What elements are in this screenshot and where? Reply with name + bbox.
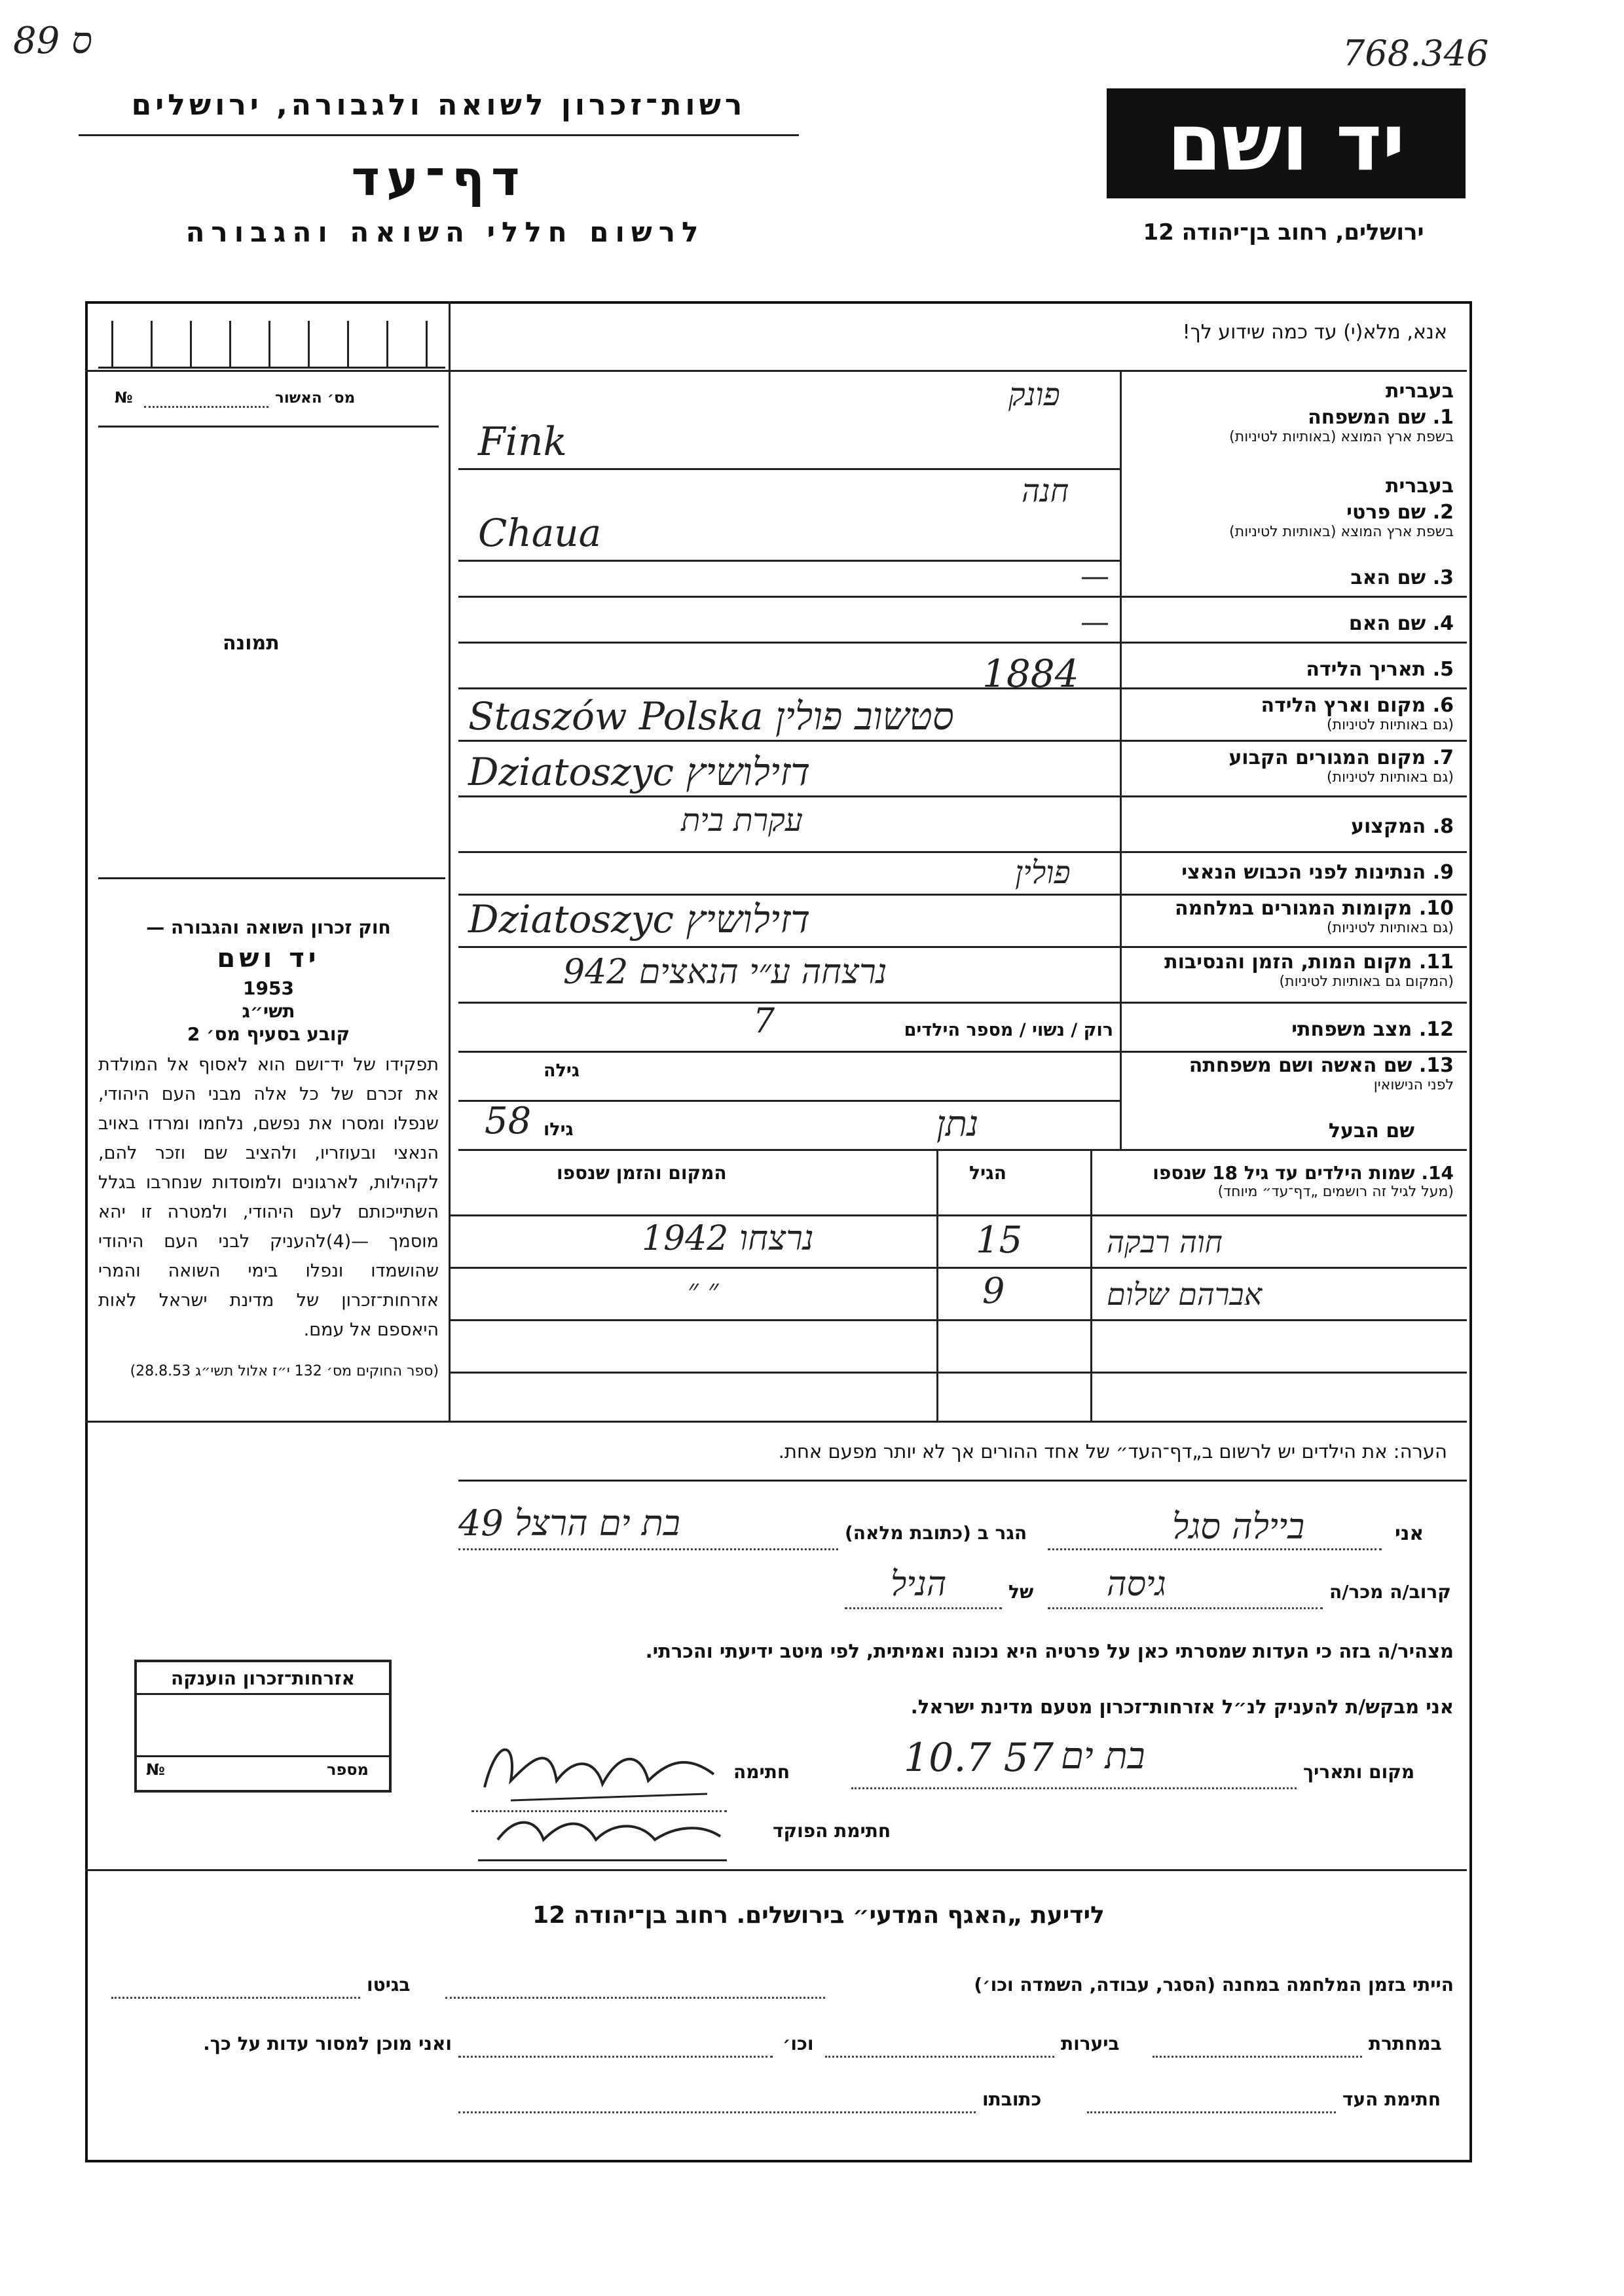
signature-label: חתימה [733,1761,790,1783]
footer-forests-label: ביערות [1061,2033,1120,2054]
footer-ghetto-label: בגיטו [367,1974,411,1995]
field-6-label: 6. מקום וארץ הלידה (גם באותיות לטיניות) [1261,694,1454,733]
field-1-label: 1. שם המשפחה בשפת ארץ המוצא (באותיות לטיניות) [1229,406,1454,445]
husband-age-label: גילו [544,1120,574,1140]
form-title: דף־עד [351,151,526,207]
photo-label: תמונה [223,632,280,655]
field-2-label: 2. שם פרטי בשפת ארץ המוצא (באותיות לטיניות) [1229,501,1454,540]
child-2-age[interactable]: 9 [982,1270,1005,1311]
law-year-hebrew: תשי״ג [242,1000,295,1022]
approval-no: № [115,390,133,407]
date-value[interactable]: 10.7 57 [904,1735,1054,1781]
place-date-label: מקום ותאריך [1303,1761,1415,1783]
footer-camp-label: הייתי בזמן המלחמה במחנה (הסגר, עבודה, השמדה וכו׳) [974,1974,1454,1995]
corner-mark: 89 ס [13,20,92,62]
children-count-value[interactable]: 7 [753,1002,775,1041]
officer-signature[interactable] [485,1800,733,1859]
law-box [98,917,439,1379]
field-5-label: 5. תאריך הלידה [1306,658,1454,681]
yad-vashem-logo: יד ושם [1107,88,1466,198]
birth-date-value[interactable]: 1884 [982,651,1079,696]
marital-options: רוק / נשוי / מספר הילדים [904,1020,1113,1040]
field-12-label: 12. מצב משפחתי [1291,1018,1454,1041]
footer-etc-label: וכו׳ [783,2033,814,2054]
law-clause: קובע בסעיף מס׳ 2 [187,1023,350,1045]
child-1-place[interactable]: נרצחו 1942 [642,1219,814,1258]
address: ירושלים, רחוב בן־יהודה 12 [1143,219,1424,246]
nationality-value[interactable]: פולין [1015,854,1071,891]
code-boxes[interactable] [98,321,445,369]
of-label: של [1008,1581,1034,1603]
surname-hebrew-value[interactable]: פונק [1008,376,1060,413]
birth-place-value[interactable]: Staszów Polska סטשוב פולין [468,694,954,738]
wartime-residence-value[interactable]: Dziatoszyc דזילושיץ [468,897,811,941]
memorial-box-number-label: מספר [327,1760,369,1779]
children-age-column: הגיל [969,1162,1006,1184]
field-10-label: 10. מקומות המגורים במלחמה (גם באותיות לטיניות) [1175,897,1454,936]
memorial-citizenship-box [134,1660,392,1793]
law-logo: יד ושם [217,943,320,974]
declarant-i-label: אני [1395,1522,1424,1545]
husband-label: שם הבעל [1328,1120,1414,1142]
law-title: חוק זכרון השואה והגבורה — [146,917,391,938]
mother-name-value[interactable]: — [1080,606,1109,639]
field-4-label: 4. שם האם [1348,612,1454,635]
field-7-label: 7. מקום המגורים הקבוע (גם באותיות לטיניות) [1228,746,1454,786]
footer-underground-label: במחתרת [1369,2033,1442,2054]
instructions: אנא, מלא(י) עד כמה שידוע לך! [1182,321,1447,344]
first-name-value[interactable]: Chaua [478,511,602,555]
children-header: 14. שמות הילדים עד גיל 18 שנספו (מעל לגיל זה רושמים „דף־עד״ מיוחד) [1153,1162,1454,1200]
father-name-value[interactable]: — [1080,560,1109,593]
child-1-age[interactable]: 15 [976,1219,1023,1262]
residence-value[interactable]: Dziatoszyc דזילושיץ [468,750,811,794]
archive-number: 768.346 [1342,33,1489,74]
footer-witness-signature-label: חתימת העד [1342,2088,1441,2110]
memorial-box-title: אזרחות־זכרון הוענקה [137,1667,389,1695]
approval-label: מס׳ האשור [275,390,356,407]
declarant-address-value[interactable]: בת ים הרצל 49 [458,1503,680,1544]
declarant-name-value[interactable]: ביילה סגל [1172,1506,1305,1547]
husband-age-value[interactable]: 58 [485,1100,532,1142]
child-2-name[interactable]: אברהם שלום [1107,1277,1263,1312]
child-1-name[interactable]: חוה רבקה [1107,1224,1223,1260]
field-1-heb-label: בעברית [1386,380,1454,403]
footer-address-label: כתובתו [982,2088,1042,2110]
relation-value[interactable]: גיסה [1107,1565,1166,1604]
memorial-box-no: № [146,1760,165,1779]
place-value[interactable]: בת ים [1061,1735,1145,1777]
field-2-heb-label: בעברית [1386,475,1454,498]
first-name-hebrew-value[interactable]: חנה [1022,473,1069,509]
officer-signature-label: חתימת הפוקד [773,1820,891,1842]
children-note: הערה: את הילדים יש לרשום ב„דף־העד״ של אחד ההורים אך לא יותר מפעם אחת. [778,1440,1447,1463]
declarant-signature[interactable] [471,1715,727,1813]
surname-value[interactable]: Fink [478,419,567,465]
children-place-column: המקום והזמן שנספו [557,1162,727,1184]
request-text: אני מבקש/ת להעניק לנ״ל אזרחות־זכרון מטעם מדינת ישראל. [910,1696,1454,1718]
field-3-label: 3. שם האב [1350,566,1454,589]
declarant-resides-label: הגר ב (כתובת מלאה) [845,1522,1027,1544]
husband-name-value[interactable]: נתן [936,1103,979,1144]
declaration-text: מצהיר/ה בזה כי העדות שמסרתי כאן על פרטיה היא נכונה ואמיתית, לפי מיטב ידיעתי והכרתי. [645,1640,1454,1662]
of-value[interactable]: הניל [891,1565,947,1604]
wife-age-label: גילה [544,1061,580,1081]
footer-willing-text: ואני מוכן למסור עדות על כך. [203,2033,452,2054]
field-9-label: 9. הנתינות לפני הכבוש הנאצי [1181,861,1454,884]
child-2-place[interactable]: ״ ״ [688,1273,719,1307]
relation-label: קרוב/ה מכר/ה [1329,1581,1451,1603]
profession-value[interactable]: עקרת בית [681,802,803,839]
field-13-label: 13. שם האשה ושם משפחתה לפני הנישואין [1189,1054,1454,1093]
law-ref: (ספר החוקים מס׳ 132 י״ז אלול תשי״ג 28.8.53) [130,1363,439,1379]
field-8-label: 8. המקצוע [1350,815,1454,838]
footer-title: לידיעת „האגף המדעי״ בירושלים. רחוב בן־יהודה 12 [532,1902,1105,1929]
law-year: 1953 [243,977,294,999]
death-place-value[interactable]: נרצחה ע״י הנאצים 942 [563,953,887,992]
field-11-label: 11. מקום המות, הזמן והנסיבות (המקום גם באותיות לטיניות) [1164,951,1454,990]
org-line: רשות־זכרון לשואה ולגבורה, ירושלים [131,88,747,122]
form-subtitle: לרשום חללי השואה והגבורה [185,216,705,248]
law-text: תפקידו של יד־ושם הוא לאסוף אל המולדת את זכרם של כל אלה מבני העם היהודי, שנפלו ומסרו את נפשם, נלחמו ומרדו באויב הנאצי ובעוזריו, ולהציב שם וזכר להם, לקהילות, לארגונים ולמוסדות שנחרבו בגלל השתייכותם לעם היהודי, ולמטרה זו יהא מוסמך —(4)להעניק לבני העם היהודי שהושמדו ונפלו בימי השואה והמרי אזרחות־זכרון של מדינת ישראל לאות היאספם אל עמם. [98,1055,439,1340]
